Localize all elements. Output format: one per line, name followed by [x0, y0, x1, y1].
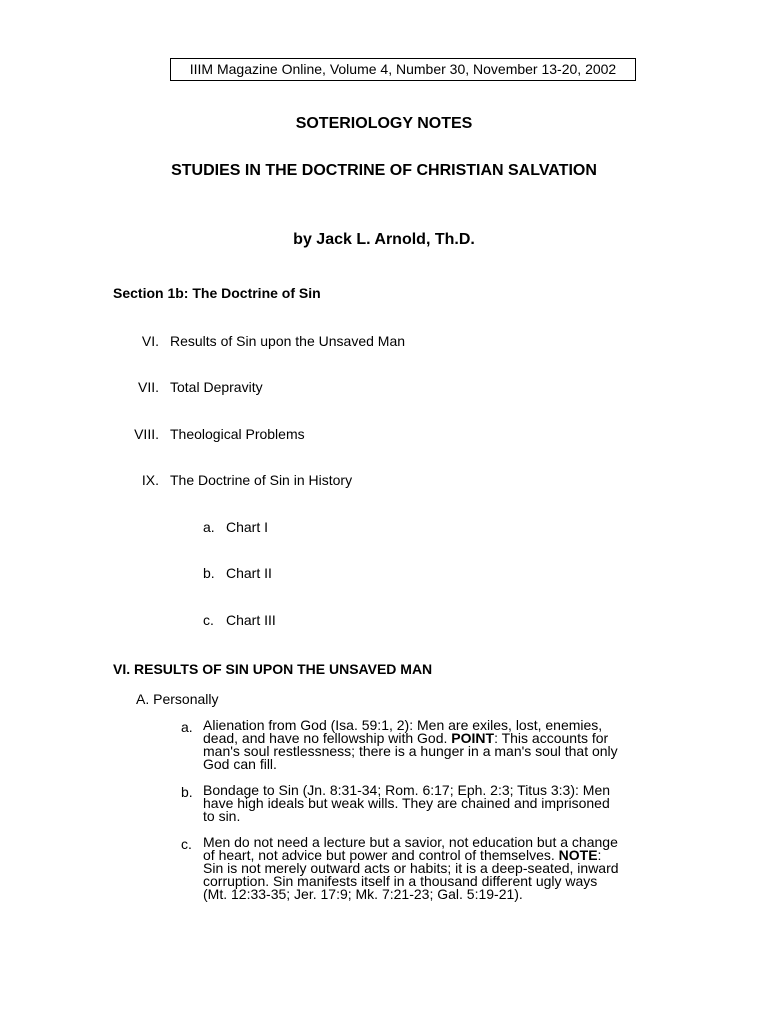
toc-sub-letter: b. [203, 565, 215, 581]
main-title: SOTERIOLOGY NOTES [295, 115, 473, 132]
toc-sub-letter: a. [203, 519, 215, 535]
point-line: to sin. [203, 808, 241, 824]
point-letter: a. [181, 719, 193, 735]
toc-sub-item-chart-3: Chart III [226, 612, 276, 628]
toc-item-theological-problems: Theological Problems [170, 426, 305, 442]
point-line: Men do not need a lecture but a savior, not education but a change [203, 834, 618, 850]
point-line-text: : [597, 847, 602, 863]
section-label: Section 1b: The Doctrine of Sin [113, 285, 321, 301]
point-bold-label: POINT [451, 730, 495, 746]
toc-sub-letter: c. [203, 612, 214, 628]
point-line-text: dead, and have no fellowship with God. [203, 730, 452, 746]
point-bold-label: NOTE [558, 847, 598, 863]
point-line: (Mt. 12:33-35; Jer. 17:9; Mk. 7:21-23; Gal. 5:19-21). [203, 886, 523, 902]
subtitle: STUDIES IN THE DOCTRINE OF CHRISTIAN SALVATION [171, 162, 597, 179]
toc-number: IX. [141, 472, 159, 488]
toc-item-results-of-sin: Results of Sin upon the Unsaved Man [170, 333, 406, 349]
point-line-text: : This accounts for [494, 730, 609, 746]
toc-sub-item-chart-2: Chart II [226, 565, 272, 581]
toc-number: VI. [141, 333, 159, 349]
toc-number: VII. [137, 379, 159, 395]
point-line: Bondage to Sin (Jn. 8:31-34; Rom. 6:17; Eph. 2:3; Titus 3:3): Men [203, 782, 611, 798]
author-line: by Jack L. Arnold, Th.D. [293, 231, 475, 248]
point-line: Sin is not merely outward acts or habits; it is a deep-seated, inward [203, 860, 619, 876]
point-line: Alienation from God (Isa. 59:1, 2): Men are exiles, lost, enemies, [203, 717, 603, 733]
toc-item-doctrine-history: The Doctrine of Sin in History [170, 472, 353, 488]
point-line: God can fill. [203, 756, 277, 772]
point-line: man's soul restlessness; there is a hunger in a man's soul that only [203, 743, 618, 759]
toc-sub-item-chart-1: Chart I [226, 519, 269, 535]
body-subheading: A. Personally [136, 691, 219, 707]
citation-header: IIIM Magazine Online, Volume 4, Number 30, November 13-20, 2002 [170, 58, 636, 81]
toc-item-total-depravity: Total Depravity [170, 379, 263, 395]
point-letter: c. [181, 836, 192, 852]
point-line: have high ideals but weak wills. They are chained and imprisoned [203, 795, 610, 811]
body-heading: VI. RESULTS OF SIN UPON THE UNSAVED MAN [113, 661, 433, 677]
point-letter: b. [181, 784, 193, 800]
point-line: corruption. Sin manifests itself in a thousand different ugly ways [203, 873, 598, 889]
point-line-text: of heart, not advice but power and control of themselves. [203, 847, 559, 863]
toc-number: VIII. [134, 426, 159, 442]
